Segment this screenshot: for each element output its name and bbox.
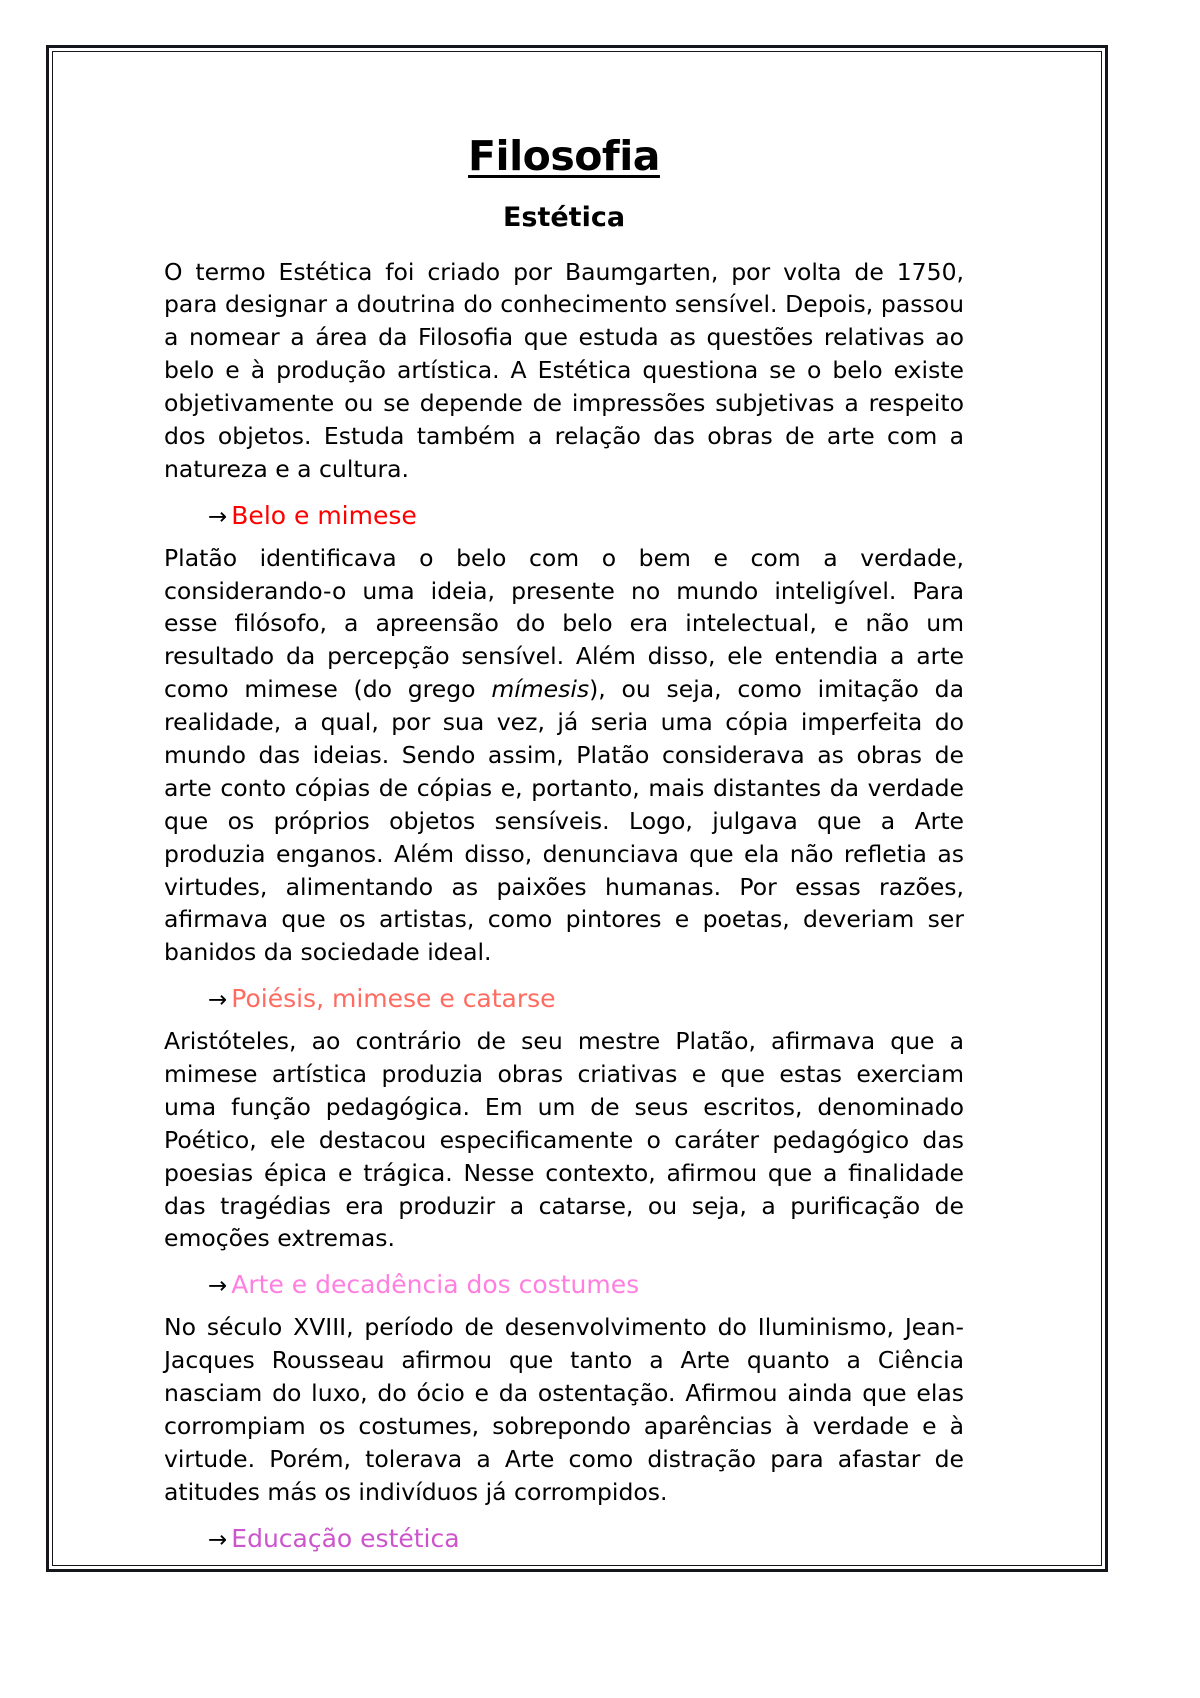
paragraph-text-part1: Platão identificava o belo com o bem e com a verdade, considerando-o uma ideia, presente no mundo inteligível. Para esse filósofo, a apreensão do belo era intelectual, e não um resultado da percepção sensível. Além disso, ele entendia a arte como mimese (do grego <box>164 543 964 704</box>
page-title <box>164 133 964 180</box>
section-heading-label: Belo e mimese <box>231 500 417 530</box>
page-title-text: Filosofia <box>468 132 660 180</box>
paragraph-text-part2: ), ou seja, como imitação da realidade, a qual, por sua vez, já seria uma cópia imperfeita do mundo das ideias. Sendo assim, Platão considerava as obras de arte conto cópias de cópias e, portanto, mais distantes da verdade que os próprios objetos sensíveis. Logo, julgava que a Arte produzia enganos. Além disso, denunciava que ela não refletia as virtudes, alimentando as paixões humanas. Por essas razões, afirmava que os artistas, como pintores e poetas, deveriam ser banidos da sociedade ideal. <box>164 675 964 967</box>
intro-paragraph: O termo Estética foi criado por Baumgarten, por volta de 1750, para designar a doutrina do conhecimento sensível. Depois, passou a nomear a área da Filosofia que estuda as questões relativas ao belo e à produção artística. A Estética questiona se o belo existe objetivamente ou se depende de impressões subjetivas a respeito dos objetos. Estuda também a relação das obras de arte com a natureza e a cultura. <box>164 257 964 483</box>
section-paragraph-belo-e-mimese <box>164 542 964 970</box>
section-heading-label: Arte e decadência dos costumes <box>231 1270 640 1300</box>
section-paragraph-poiesis: Aristóteles, ao contrário de seu mestre Platão, afirmava que a mimese artística produzia obras criativas e que estas exerciam uma função pedagógica. Em um de seus escritos, denominado Poético, ele destacou especificamente o caráter pedagógico das poesias épica e trágica. Nesse contexto, afirmou que a finalidade das tragédias era produzir a catarse, ou seja, a purificação de emoções extremas. <box>164 1027 964 1253</box>
document-content <box>164 133 964 1564</box>
section-heading-label: Educação estética <box>231 1523 460 1553</box>
document-subtitle: Estética <box>502 202 626 234</box>
arrow-icon: → <box>208 1273 228 1300</box>
arrow-icon: → <box>208 1526 228 1553</box>
section-heading-label: Poiésis, mimese e catarse <box>231 984 556 1014</box>
paragraph-italic-term: mímesis <box>491 675 590 704</box>
arrow-icon: → <box>208 987 228 1014</box>
section-heading-arte-decadencia-costumes <box>164 1269 964 1302</box>
arrow-icon: → <box>208 503 228 530</box>
section-heading-educacao-estetica <box>164 1523 964 1556</box>
section-heading-poiesis-mimese-catarse <box>164 983 964 1016</box>
section-heading-belo-e-mimese <box>164 500 964 533</box>
page-border-outer <box>46 45 1108 1572</box>
section-paragraph-arte-decadencia: No século XVIII, período de desenvolvimento do Iluminismo, Jean-Jacques Rousseau afirmou que tanto a Arte quanto a Ciência nasciam do luxo, do ócio e da ostentação. Afirmou ainda que elas corrompiam os costumes, sobrepondo aparências à verdade e à virtude. Porém, tolerava a Arte como distração para afastar de atitudes más os indivíduos já corrompidos. <box>164 1313 964 1506</box>
